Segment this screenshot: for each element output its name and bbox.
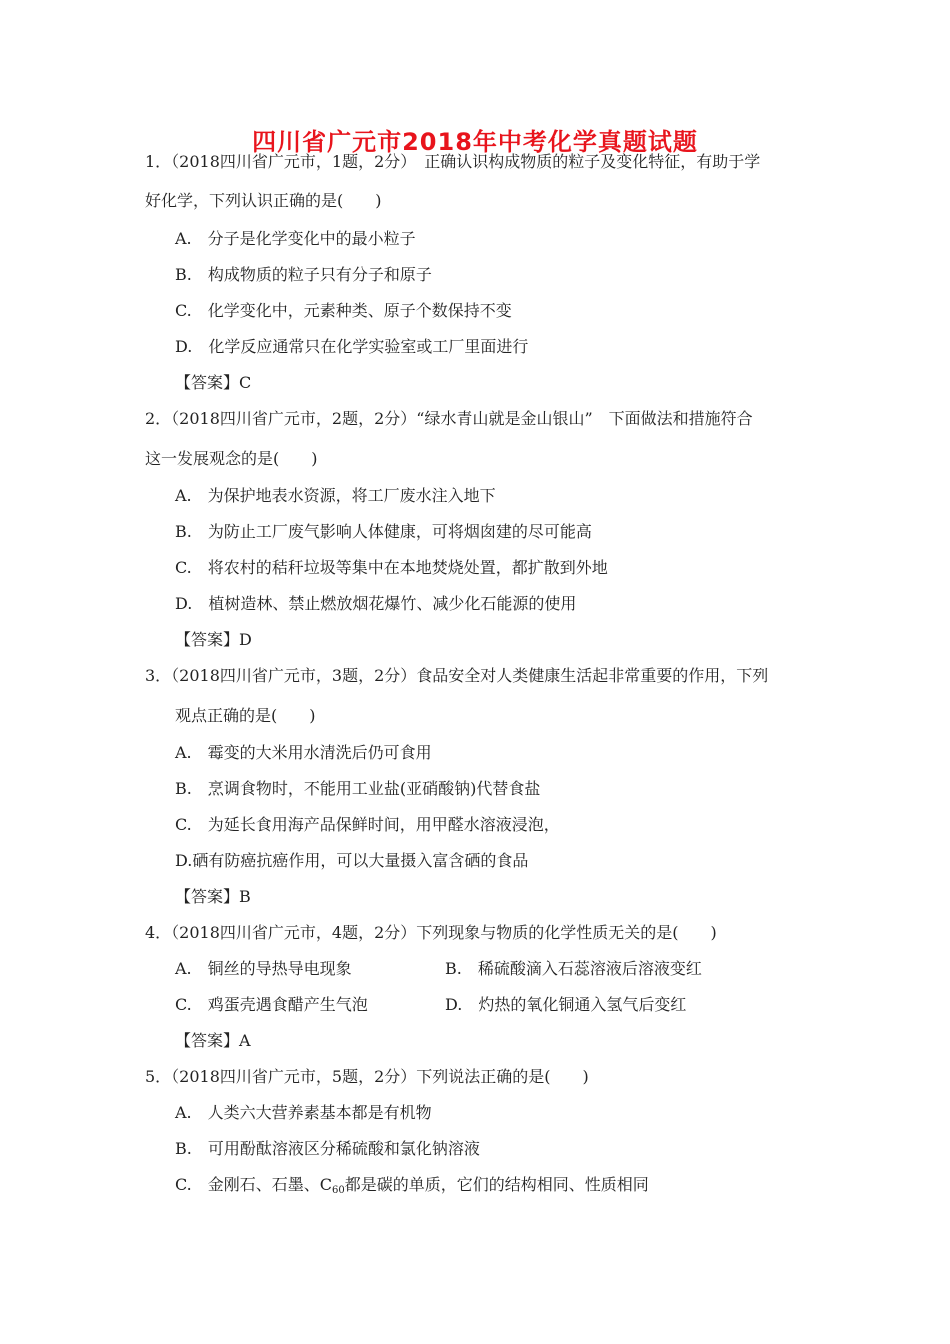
question-4-answer: 【答案】A [175,1031,251,1050]
question-1-option-d: D. 化学反应通常只在化学实验室或工厂里面进行 [175,337,529,356]
question-3-stem: 3．（2018四川省广元市，3题，2分）食品安全对人类健康生活起非常重要的作用，下列 [145,666,769,685]
question-4-stem: 4．（2018四川省广元市，4题，2分）下列现象与物质的化学性质无关的是( ) [145,923,717,942]
question-3-option-d: D.硒有防癌抗癌作用，可以大量摄入富含硒的食品 [175,851,529,870]
question-2-option-b: B. 为防止工厂废气影响人体健康，可将烟囱建的尽可能高 [175,522,592,541]
question-5-option-c-pre: C. 金刚石、石墨、C [175,1175,333,1194]
question-4-option-b: B. 稀硫酸滴入石蕊溶液后溶液变红 [445,959,702,978]
question-5-option-c-post: 都是碳的单质，它们的结构相同、性质相同 [344,1175,649,1194]
question-1-option-c: C. 化学变化中，元素种类、原子个数保持不变 [175,301,512,320]
question-3-option-a: A. 霉变的大米用水清洗后仍可食用 [175,743,432,762]
question-4-option-a: A. 铜丝的导热导电现象 [175,959,352,978]
question-3-stem-cont: 观点正确的是( ) [175,706,316,725]
question-5-option-c [175,1175,649,1201]
question-3-answer: 【答案】B [175,887,251,906]
question-4-option-c: C. 鸡蛋壳遇食醋产生气泡 [175,995,368,1014]
question-5-option-a: A. 人类六大营养素基本都是有机物 [175,1103,432,1122]
question-5-stem: 5．（2018四川省广元市，5题，2分）下列说法正确的是( ) [145,1067,589,1086]
page-title: 四川省广元市2018年中考化学真题试题 [252,128,698,156]
question-5-option-c-subscript: 60 [332,1185,345,1196]
question-4-option-d: D. 灼热的氧化铜通入氢气后变红 [445,995,687,1014]
question-5-option-b: B. 可用酚酞溶液区分稀硫酸和氯化钠溶液 [175,1139,480,1158]
question-1-answer: 【答案】C [175,373,252,392]
question-2-stem: 2．（2018四川省广元市，2题，2分）“绿水青山就是金山银山” 下面做法和措施符合 [145,409,753,428]
question-1-option-b: B. 构成物质的粒子只有分子和原子 [175,265,432,284]
question-2-option-d: D. 植树造林、禁止燃放烟花爆竹、减少化石能源的使用 [175,594,577,613]
question-1-stem-cont: 好化学，下列认识正确的是( ) [145,191,382,210]
question-3-option-c: C. 为延长食用海产品保鲜时间，用甲醛水溶液浸泡， [175,815,560,834]
question-2-option-a: A. 为保护地表水资源，将工厂废水注入地下 [175,486,496,505]
question-2-answer: 【答案】D [175,630,252,649]
question-1-stem: 1．（2018四川省广元市，1题，2分） 正确认识构成物质的粒子及变化特征，有助于学 [145,152,761,171]
question-1-option-a: A. 分子是化学变化中的最小粒子 [175,229,416,248]
question-2-stem-cont: 这一发展观念的是( ) [145,449,318,468]
question-3-option-b: B. 烹调食物时，不能用工业盐(亚硝酸钠)代替食盐 [175,779,541,798]
question-2-option-c: C. 将农村的秸秆垃圾等集中在本地焚烧处置，都扩散到外地 [175,558,608,577]
